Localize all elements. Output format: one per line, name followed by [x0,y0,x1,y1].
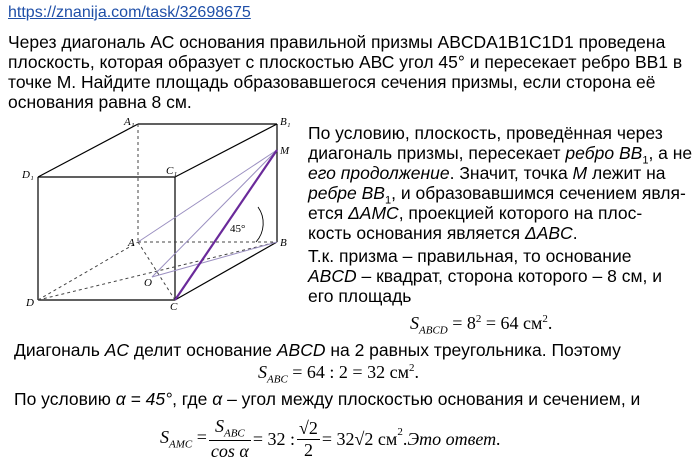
solution-line-1: По условию, плоскость, проведённая через [308,123,663,143]
label-C1: C₁ [166,165,178,177]
solution-line-7: Т.к. призма – правильная, то основание [308,246,632,266]
label-A1: A₁ [124,116,135,128]
label-D1: D₁ [22,169,34,181]
solution-line-9: его площадь [308,286,412,306]
solution-line-6: кость основания является ΔABC. [308,223,578,243]
label-B: B [280,237,287,249]
label-A: A [128,237,135,249]
equation-area-amc: $S_{AMC}$ = $\frac{S_{ABC}}{\text{cos α}}$ = 32 : $\frac{√2}{2}$ = 32√2 см $^2$ . Это ответ. [160,416,501,461]
solution-line-3: его продолжение. Значит, точка M лежит на [308,163,666,183]
prism-figure [20,112,310,312]
problem-statement: Через диагональ АС основания правильной призмы ABCDA1B1C1D1 проведена плоскость, которая образует с плоскостью АВС угол 45° и пересекает ребро ВВ1 в точке М. Найдите площадь образовавшегося сечения призмы, если сторона её основания равна 8 см. [8,32,683,112]
equation-area-abcd: $S_{ABCD} = 8^2 = 64$ $см^2$. [410,313,553,337]
solution-line-8: ABCD – квадрат, сторона которого – 8 см, и [308,266,662,286]
fraction-sqrt2-over-2: $\frac{√2}{2}$ [299,417,318,460]
solution-line-2: диагональ призмы, пересекает ребро $BB_1$, а не [308,143,693,167]
label-angle: 45° [230,223,246,235]
solution-angle-text: По условию α = 45°, где α – угол между плоскостью основания и сечением, и [14,389,641,409]
label-B1: B₁ [280,116,291,128]
equation-area-abc: $S_{ABC} = 64$ : 2 = 32 $см^2$. [258,362,419,386]
label-C: C [170,301,178,312]
fraction-s-over-cos: $\frac{S_{ABC}}{\text{cos α}}$ [210,416,249,461]
label-O: O [144,277,152,289]
label-D: D [26,297,34,309]
label-M: M [280,145,290,157]
solution-line-5: ется ΔAMC, проекцией которого на плос- [308,203,643,223]
task-url-link[interactable]: https://znanija.com/task/32698675 [8,4,251,21]
solution-diagonal-text: Диагональ AC делит основание ABCD на 2 равных треугольника. Поэтому [14,340,621,360]
solution-line-4: ребре $BB_1$, и образовавшимся сечением явля- [308,183,686,207]
